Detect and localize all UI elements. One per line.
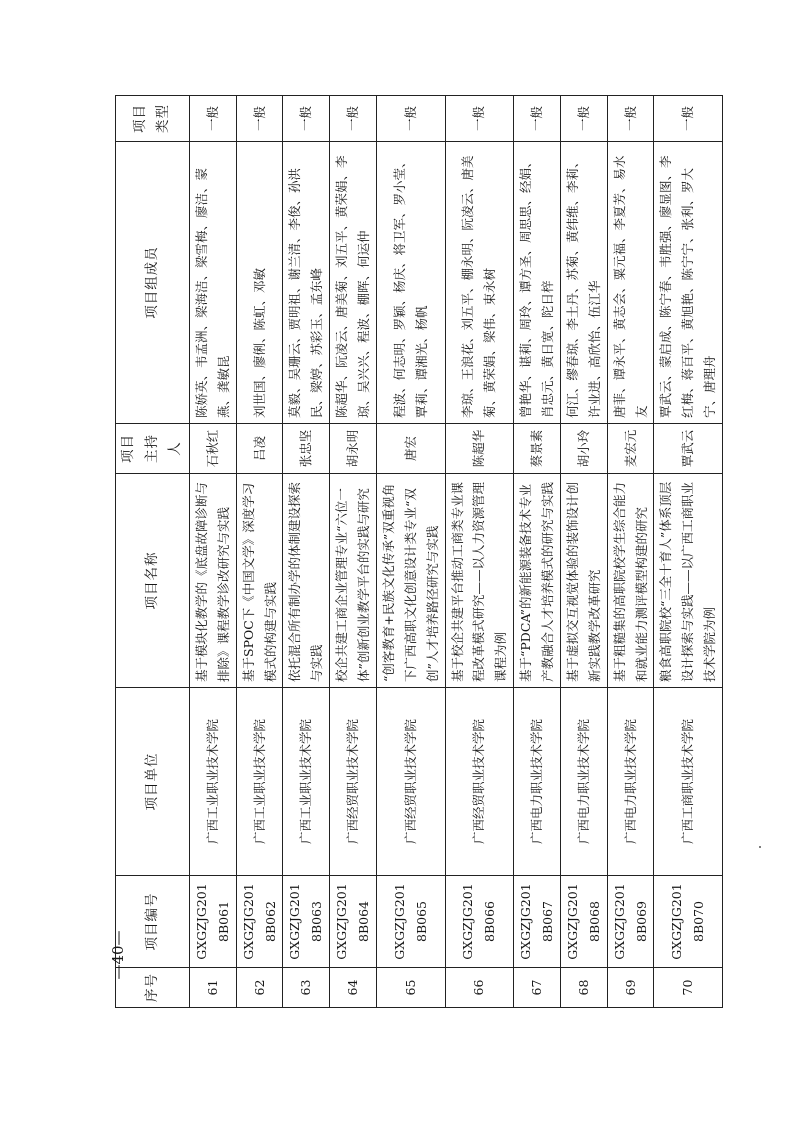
scan-speck [759,846,761,848]
cell-members: 何江、缪春琼、李土丹、苏菊、黄纬维、李莉、许业进、高欣怡、伍江华 [560,142,607,424]
cell-host: 张忠坚 [283,424,330,474]
cell-unit: 广西电力职业技术学院 [514,688,561,876]
cell-members: 曾艳华、谌莉、周玲、谭方圣、周思思、经娟、肖忠元、黄日宽、陀日梓 [514,142,561,424]
cell-code: GXGZJG2018B070 [654,876,723,968]
cell-host: 石秋红 [189,424,236,474]
table-row [514,96,561,1008]
cell-seq: 63 [283,968,330,1008]
project-table [115,95,723,1008]
cell-unit: 广西工业职业技术学院 [283,688,330,876]
cell-type: 一般 [607,96,654,142]
cell-host: 陈超华 [445,424,514,474]
cell-name: “创客教育+民族文化传承”双重视角下广西高职文化创意设计类专业“双创”人才培养路径研究与实践 [376,474,445,688]
cell-seq: 61 [189,968,236,1008]
header-name: 项目名称 [116,474,190,688]
cell-name: 基于模块化教学的《底盘故障诊断与排除》课程教学诊改研究与实践 [189,474,236,688]
cell-code: GXGZJG2018B068 [560,876,607,968]
cell-seq: 64 [330,968,377,1008]
cell-members: 陈超华、阮凌云、唐美菊、刘五平、黄荣娟、李琼、吴兴兴、程波、棚晖、何运仲 [330,142,377,424]
cell-seq: 65 [376,968,445,1008]
cell-seq: 66 [445,968,514,1008]
cell-seq: 67 [514,968,561,1008]
header-code: 项目编号 [116,876,190,968]
cell-code: GXGZJG2018B067 [514,876,561,968]
cell-seq: 68 [560,968,607,1008]
cell-code: GXGZJG2018B066 [445,876,514,968]
cell-name: 基于粗糙集的高职院校学生综合能力和就业能力测评模型构建的研究 [607,474,654,688]
cell-host: 唐宏 [376,424,445,474]
cell-unit: 广西经贸职业技术学院 [376,688,445,876]
cell-members: 程波、何志明、罗颖、杨庆、将卫军、罗小莹、覃莉、谭湘光、杨帆 [376,142,445,424]
cell-host: 麦宏元 [607,424,654,474]
cell-host: 蔡景素 [514,424,561,474]
cell-type: 一般 [514,96,561,142]
cell-host: 吕凌 [236,424,283,474]
header-row [116,96,190,1008]
table-row [560,96,607,1008]
cell-members: 莫毅、吴珊云、贾明祖、谢兰清、李俊、孙洪民、梁婷、苏彩玉、孟东峰 [283,142,330,424]
header-members: 项目组成员 [116,142,190,424]
header-host: 项目主持人 [116,424,190,474]
cell-name: 基于校企共建平台推动工商类专业课程改革模式研究——以人力资源管理课程为例 [445,474,514,688]
cell-name: 基于虚拟交互视觉体验的装饰设计创新实践教学改革研究 [560,474,607,688]
cell-members: 唐菲、谭永平、黄志会、粟元福、李夏芳、易水友 [607,142,654,424]
cell-host: 胡小玲 [560,424,607,474]
table-row [236,96,283,1008]
cell-unit: 广西经贸职业技术学院 [330,688,377,876]
cell-members: 刘世国、廖俐、陈虹、邓敏 [236,142,283,424]
cell-type: 一般 [283,96,330,142]
table-row [376,96,445,1008]
cell-members: 陈娇英、韦孟洲、梁海洁、梁雪梅、廖洁、蒙燕、龚敏昆 [189,142,236,424]
cell-unit: 广西工业职业技术学院 [236,688,283,876]
cell-type: 一般 [654,96,723,142]
cell-members: 覃武云、蒙启成、陈宁春、韦胜强、廖显图、李红梅、蒋百平、黄旭艳、陈宁宁、张利、罗大宁、唐理舟 [654,142,723,424]
cell-seq: 62 [236,968,283,1008]
table-row [330,96,377,1008]
cell-host: 胡永明 [330,424,377,474]
cell-members: 李琼、王浪花、刘五平、棚永明、阮凌云、唐美菊、黄荣娟、梁伟、束永树 [445,142,514,424]
cell-name: 校企共建工商企业管理专业“六位一体”创新创业教学平台的实践与研究 [330,474,377,688]
rotated-page-table-area [115,96,718,1008]
cell-type: 一般 [330,96,377,142]
cell-code: GXGZJG2018B061 [189,876,236,968]
table-row [607,96,654,1008]
header-type: 项目类型 [116,96,190,142]
table-row [445,96,514,1008]
cell-unit: 广西工业职业技术学院 [189,688,236,876]
cell-host: 覃武云 [654,424,723,474]
cell-name: 基于SPOC下《中国文学》深度学习模式的构建与实践 [236,474,283,688]
cell-unit: 广西电力职业技术学院 [560,688,607,876]
cell-unit: 广西电力职业技术学院 [607,688,654,876]
table-row [189,96,236,1008]
page-number: —40— [109,930,127,980]
rotated-table-wrapper [115,96,718,1008]
table-row [654,96,723,1008]
cell-type: 一般 [236,96,283,142]
cell-unit: 广西工商职业技术学院 [654,688,723,876]
header-unit: 项目单位 [116,688,190,876]
cell-code: GXGZJG2018B065 [376,876,445,968]
cell-code: GXGZJG2018B063 [283,876,330,968]
header-seq: 序号 [116,968,190,1008]
cell-type: 一般 [560,96,607,142]
cell-type: 一般 [376,96,445,142]
cell-name: 基于“PDCA”的新能源装备技术专业产教融合人才培养模式的研究与实践 [514,474,561,688]
cell-code: GXGZJG2018B064 [330,876,377,968]
cell-unit: 广西经贸职业技术学院 [445,688,514,876]
cell-seq: 70 [654,968,723,1008]
cell-name: 依托混合所有制办学的体制建设探索与实践 [283,474,330,688]
cell-type: 一般 [445,96,514,142]
cell-seq: 69 [607,968,654,1008]
cell-code: GXGZJG2018B069 [607,876,654,968]
table-row [283,96,330,1008]
cell-name: 粮食高职院校“三全十育人”体系顶层设计探索与实践——以广西工商职业技术学院为例 [654,474,723,688]
cell-code: GXGZJG2018B062 [236,876,283,968]
cell-type: 一般 [189,96,236,142]
